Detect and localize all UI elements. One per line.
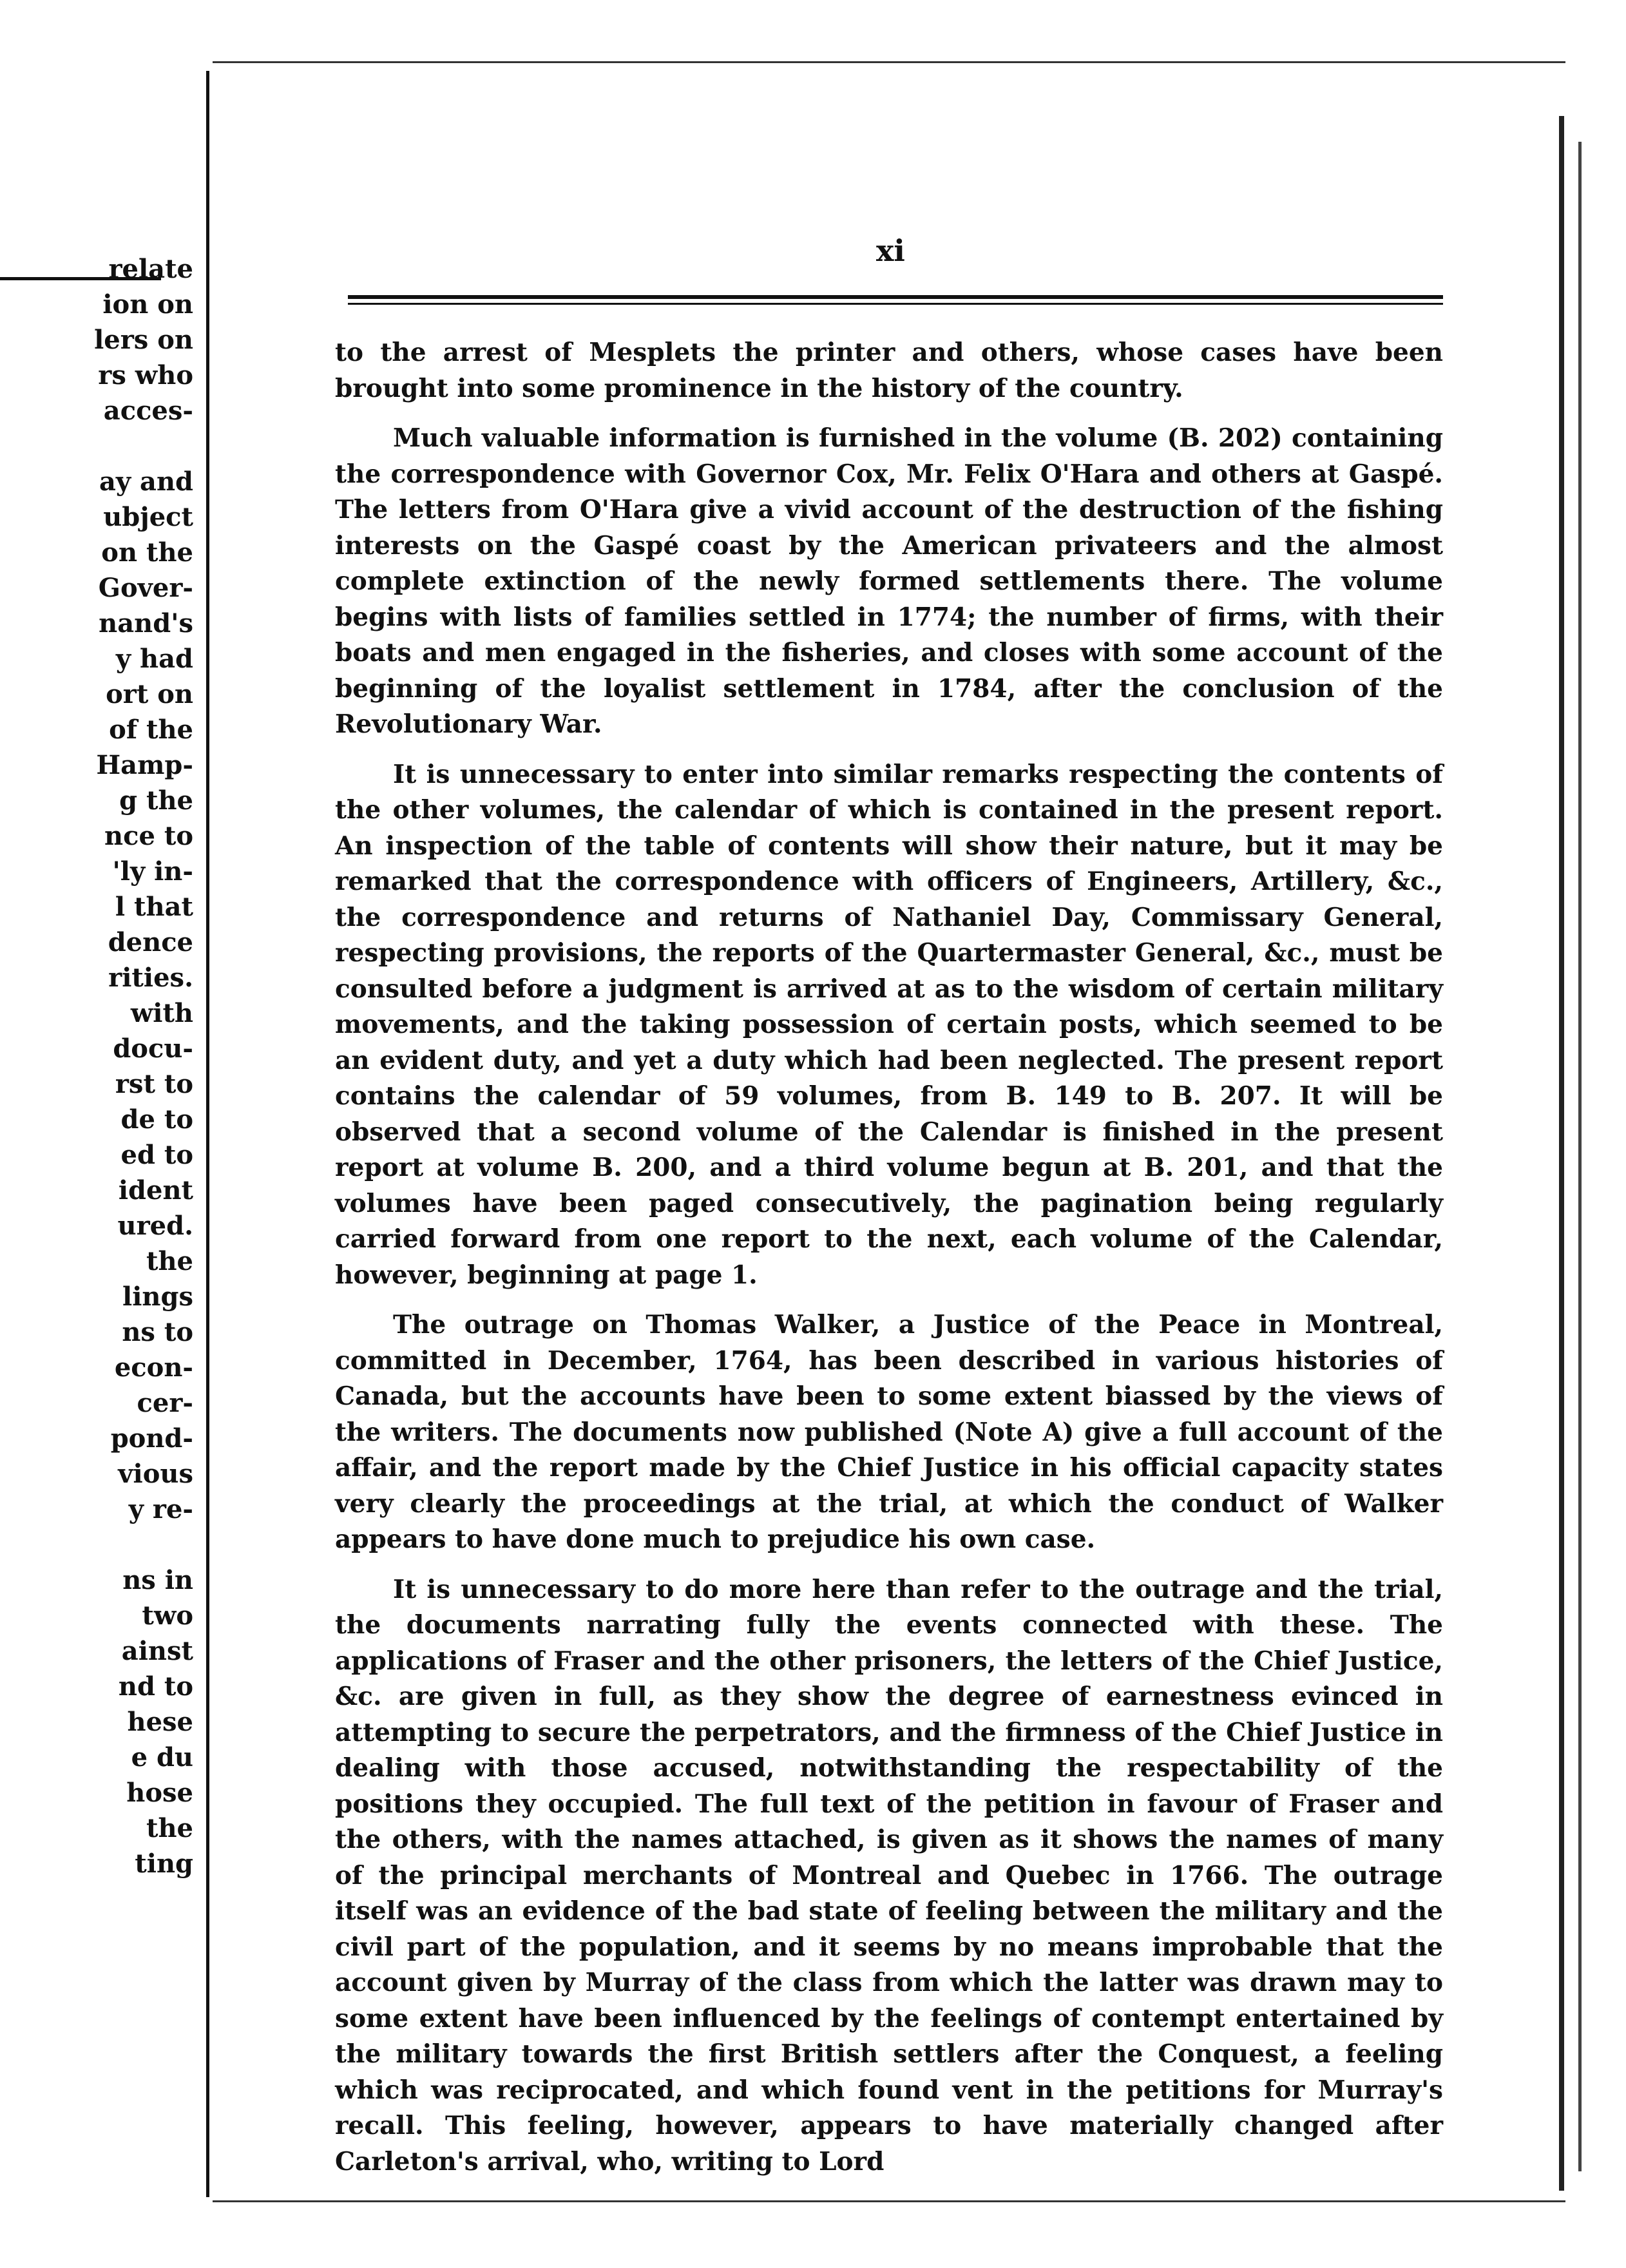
left-page-line: nd to: [118, 1671, 193, 1702]
left-page-line: econ-: [114, 1352, 193, 1383]
left-page-line: acces-: [103, 396, 193, 426]
paragraph-4: The outrage on Thomas Walker, a Justice of the Peace in Montreal, committed in December, 1764, has been described in various histories of Canada, but the accounts have been to some extent biassed by the views of the writers. The documents now published (Note A) give a full account of the affair, and the report made by the Chief Justice in his official capacity states very clearly the proceedings at the trial, at which the conduct of Walker appears to have done much to prejudice his own case.: [335, 1310, 1443, 1554]
page-right-edge: [1559, 116, 1564, 2191]
left-page-line: hose: [126, 1778, 193, 1808]
paragraph-3: It is unnecessary to enter into similar remarks respecting the contents of the other volumes, the calendar of which is contained in the present report. An inspection of the table of contents will show their nature, but it may be remarked that the correspondence with officers of Engineers, Artillery, &c., the correspondence and returns of Nathaniel Day, Commissary General, respecting provisions, the reports of the Quartermaster General, &c., must be consulted before a judgment is arrived at as to the wisdom of certain military movements, and the taking possession of certain posts, which seemed to be an evident duty, and yet a duty which had been neglected. The present report contains the calendar of 59 volumes, from B. 149 to B. 207. It will be observed that a second volume of the Calendar is finished in the present report at volume B. 200, and a third volume begun at B. 201, and that the volumes have been paged consecutively, the pagination being regularly carried forward from one report to the next, each volume of the Calendar, however, beginning at page 1.: [335, 759, 1443, 1290]
left-page-line: on the: [101, 537, 193, 568]
left-page-line: ting: [135, 1849, 193, 1879]
left-page-line: two: [142, 1600, 193, 1631]
left-page-line: e du: [131, 1742, 193, 1773]
left-page-line: y re-: [128, 1494, 193, 1524]
paragraph-2: Much valuable information is furnished in the volume (B. 202) containing the correspondence with Governor Cox, Mr. Felix O'Hara and others at Gaspé. The letters from O'Hara give a vivid account of the destruction of the fishing interests on the Gaspé coast by the American privateers and the almost complete extinction of the newly formed settlements there. The volume begins with lists of families settled in 1774; the number of firms, with their boats and men engaged in the fisheries, and closes with some account of the beginning of the loyalist settlement in 1784, after the conclusion of the Revolutionary War.: [335, 423, 1443, 739]
page-right-edge-shadow: [1578, 142, 1582, 2171]
paragraph-1: to the arrest of Mesplets the printer and others, whose cases have been brought into some prominence in the history of the country.: [335, 338, 1443, 403]
left-page-fragment: [0, 71, 193, 2197]
page-gutter-edge: [206, 71, 209, 2197]
page-number: xi: [876, 233, 905, 268]
left-page-line: g the: [119, 785, 193, 816]
left-page-line: vious: [118, 1459, 193, 1489]
left-page-line: pond-: [110, 1423, 193, 1454]
left-page-line: cer-: [137, 1388, 193, 1418]
left-page-line: lings: [122, 1282, 193, 1312]
left-page-line: with: [130, 998, 193, 1028]
left-page-line: ed to: [120, 1140, 193, 1170]
left-page-line: y had: [115, 644, 193, 674]
left-page-line: rities.: [108, 963, 193, 993]
left-page-line: rs who: [98, 360, 193, 390]
left-page-line: ident: [118, 1175, 193, 1206]
left-page-line: the: [146, 1813, 193, 1843]
left-page-line: ort on: [106, 679, 193, 709]
header-double-rule: [348, 295, 1443, 305]
header-rule-thick: [348, 295, 1443, 299]
left-page-line: ainst: [121, 1636, 193, 1666]
left-page-line: dence: [108, 927, 193, 957]
page-bottom-edge: [213, 2200, 1565, 2202]
left-page-line: of the: [109, 715, 193, 745]
left-page-line: ay and: [99, 466, 193, 497]
left-page-line: hese: [127, 1707, 193, 1737]
left-page-line: Hamp-: [96, 750, 193, 780]
left-page-line: rst to: [115, 1069, 193, 1099]
paragraph-5: It is unnecessary to do more here than refer to the outrage and the trial, the documents narrating fully the events connected with these. The applications of Fraser and the other prisoners, the letters of the Chief Justice, &c. are given in full, as they show the degree of earnestness evinced in attempting to secure the perpetrators, and the firmness of the Chief Justice in dealing with those accused, notwithstanding the respectability of the positions they occupied. The full text of the petition in favour of Fraser and the others, with the names attached, is given as it shows the names of many of the principal merchants of Montreal and Quebec in 1766. The outrage itself was an evidence of the bad state of feeling between the military and the civil part of the population, and it seems by no means improbable that the account given by Murray of the class from which the latter was drawn may to some extent have been influenced by the feelings of contempt entertained by the military towards the first British settlers after the Conquest, a feeling which was reciprocated, and which found vent in the petitions for Murray's recall. This feeling, however, appears to have materially changed after Carleton's arrival, who, writing to Lord: [335, 1574, 1443, 2177]
header-rule-thin: [348, 303, 1443, 305]
left-page-line: Gover-: [98, 573, 193, 603]
left-page-line: nce to: [104, 821, 193, 851]
left-page-line: ns in: [122, 1565, 193, 1595]
left-page-line: lers on: [94, 325, 193, 355]
body-text: [335, 335, 1443, 2194]
left-page-line: l that: [115, 892, 193, 922]
left-page-line: the: [146, 1246, 193, 1276]
left-page-line: docu-: [113, 1033, 193, 1064]
left-page-line: ured.: [117, 1211, 193, 1241]
page-top-edge: [213, 61, 1565, 63]
left-page-line: ubject: [103, 502, 193, 532]
left-page-line: nand's: [99, 608, 193, 639]
left-page-line: relate: [108, 254, 193, 284]
left-page-line: de to: [120, 1104, 193, 1135]
left-page-line: ns to: [122, 1317, 193, 1347]
left-page-line: 'ly in-: [112, 856, 193, 887]
left-page-line: ion on: [102, 289, 193, 320]
